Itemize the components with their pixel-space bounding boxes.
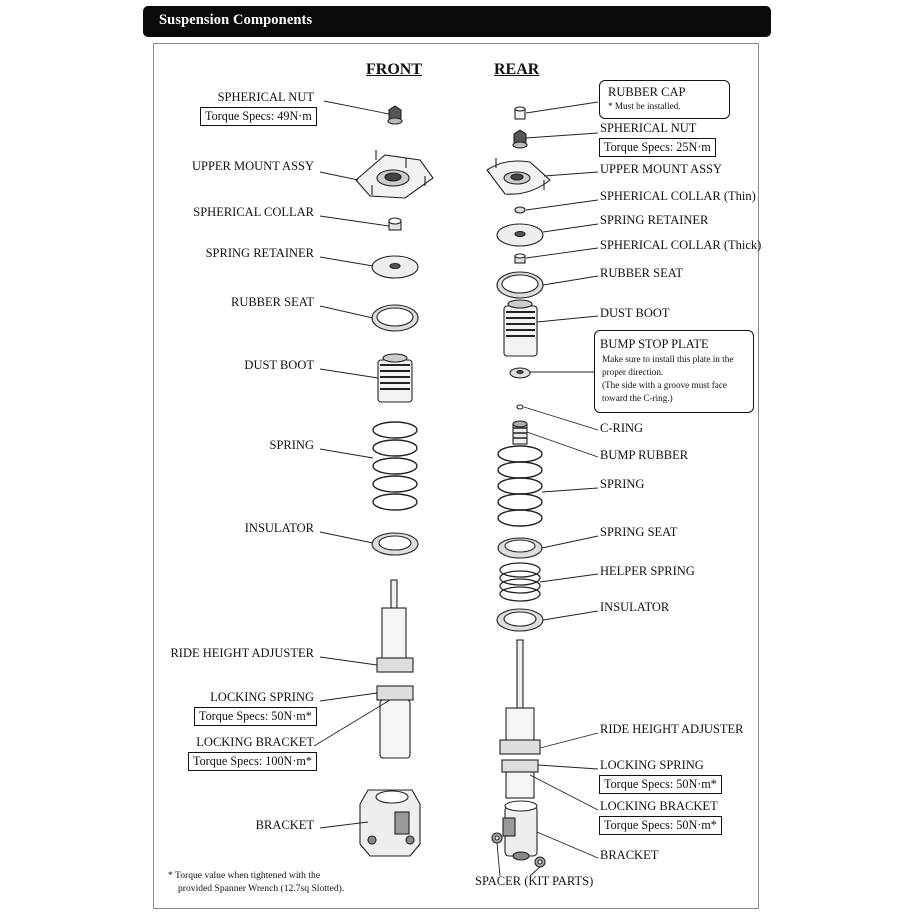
rear-bump-rubber-label: BUMP RUBBER	[600, 448, 689, 462]
rear-ride-height-adjuster-label: RIDE HEIGHT ADJUSTER	[600, 722, 744, 736]
rear-helper-spring-label: HELPER SPRING	[600, 564, 695, 578]
rear-insulator-part	[497, 609, 543, 631]
rear-spherical-nut-torque: Torque Specs: 25N·m	[599, 138, 716, 157]
front-ride-height-adjuster-label: RIDE HEIGHT ADJUSTER	[170, 646, 314, 660]
rear-bump-stop-note-line1: Make sure to install this plate in the	[602, 354, 734, 364]
rear-spherical-collar-thick-part	[515, 254, 525, 263]
rear-spring-retainer-label: SPRING RETAINER	[600, 213, 709, 227]
front-bracket-label: BRACKET	[255, 818, 314, 832]
front-rubber-seat-label: RUBBER SEAT	[230, 295, 314, 309]
front-upper-mount-label: UPPER MOUNT ASSY	[191, 159, 314, 173]
rear-spring-retainer-part	[497, 224, 543, 246]
rear-spring-label: SPRING	[600, 477, 645, 491]
rear-upper-mount-label: UPPER MOUNT ASSY	[600, 162, 723, 176]
rear-rubber-cap-label: RUBBER CAP	[608, 85, 686, 99]
front-spherical-collar-label: SPHERICAL COLLAR	[193, 205, 314, 219]
rear-rubber-cap-note: * Must be installed.	[608, 101, 681, 111]
front-insulator-part	[372, 533, 418, 555]
rear-locking-bracket-torque: Torque Specs: 50N·m*	[599, 816, 722, 835]
front-rubber-seat-part	[372, 305, 418, 331]
front-spring-label: SPRING	[269, 438, 314, 452]
rear-column-heading: REAR	[494, 61, 540, 78]
rear-bracket-label: BRACKET	[600, 848, 659, 862]
rear-rubber-seat-label: RUBBER SEAT	[600, 266, 684, 280]
rear-bump-stop-note-line4: toward the C-ring.)	[602, 393, 673, 403]
page-title: Suspension Components	[159, 12, 313, 28]
leader-lines	[314, 101, 598, 876]
rear-bump-stop-note-line2: proper direction.	[602, 367, 664, 377]
rear-shock-body-part	[500, 640, 540, 798]
front-locking-bracket-torque: Torque Specs: 100N·m*	[188, 752, 317, 771]
rear-spring-seat-part	[498, 538, 542, 558]
rear-spherical-collar-thick-label: SPHERICAL COLLAR (Thick)	[600, 238, 762, 252]
rear-rubber-cap-part	[515, 107, 525, 119]
rear-insulator-label: INSULATOR	[600, 600, 670, 614]
front-dust-boot-part	[378, 354, 412, 402]
rear-spring-part	[498, 446, 542, 526]
rear-locking-spring-torque: Torque Specs: 50N·m*	[599, 775, 722, 794]
rear-dust-boot-label: DUST BOOT	[600, 306, 670, 320]
footnote-line1: * Torque value when tightened with the	[168, 870, 321, 881]
rear-spherical-collar-thin-label: SPHERICAL COLLAR (Thin)	[600, 189, 756, 203]
front-column-heading: FRONT	[366, 61, 422, 78]
rear-rubber-seat-part	[497, 272, 543, 298]
rear-spherical-nut-label: SPHERICAL NUT	[600, 121, 697, 135]
rear-upper-mount-part	[487, 158, 550, 194]
rear-locking-bracket-label: LOCKING BRACKET	[600, 799, 718, 813]
rear-bump-rubber-part	[513, 421, 527, 444]
front-spherical-nut-label: SPHERICAL NUT	[217, 90, 314, 104]
front-insulator-label: INSULATOR	[244, 521, 314, 535]
rear-bump-stop-plate-note-box	[594, 330, 754, 413]
rear-locking-spring-label: LOCKING SPRING	[600, 758, 704, 772]
front-dust-boot-label: DUST BOOT	[244, 358, 314, 372]
footnote-line2: provided Spanner Wrench (12.7sq Slotted).	[178, 883, 345, 894]
rear-rubber-cap-note-box	[599, 80, 730, 119]
rear-bump-stop-plate-label: BUMP STOP PLATE	[600, 337, 709, 351]
rear-spherical-collar-thin-part	[515, 207, 525, 213]
rear-spacer-label: SPACER (KIT PARTS)	[475, 874, 594, 888]
front-spring-retainer-part	[372, 256, 418, 278]
front-locking-spring-label: LOCKING SPRING	[210, 690, 314, 704]
rear-c-ring-label: C-RING	[600, 421, 644, 435]
rear-helper-spring-part	[500, 563, 540, 601]
rear-spring-seat-label: SPRING SEAT	[600, 525, 678, 539]
front-spherical-nut-part	[388, 106, 402, 124]
front-shock-body-part	[377, 580, 413, 758]
front-spring-retainer-label: SPRING RETAINER	[205, 246, 314, 260]
front-spring-part	[373, 422, 417, 510]
front-upper-mount-part	[356, 150, 433, 198]
rear-bump-stop-plate-part	[510, 368, 530, 378]
front-spherical-nut-torque: Torque Specs: 49N·m	[200, 107, 317, 126]
rear-bracket-part	[503, 801, 537, 860]
front-locking-bracket-label: LOCKING BRACKET	[196, 735, 314, 749]
rear-bump-stop-note-line3: (The side with a groove must face	[602, 380, 728, 390]
rear-c-ring-part	[517, 405, 523, 409]
front-locking-spring-torque: Torque Specs: 50N·m*	[194, 707, 317, 726]
rear-spherical-nut-part	[513, 130, 527, 148]
rear-dust-boot-part	[504, 300, 537, 356]
front-spherical-collar-part	[389, 218, 401, 230]
front-bracket-part	[360, 790, 420, 856]
